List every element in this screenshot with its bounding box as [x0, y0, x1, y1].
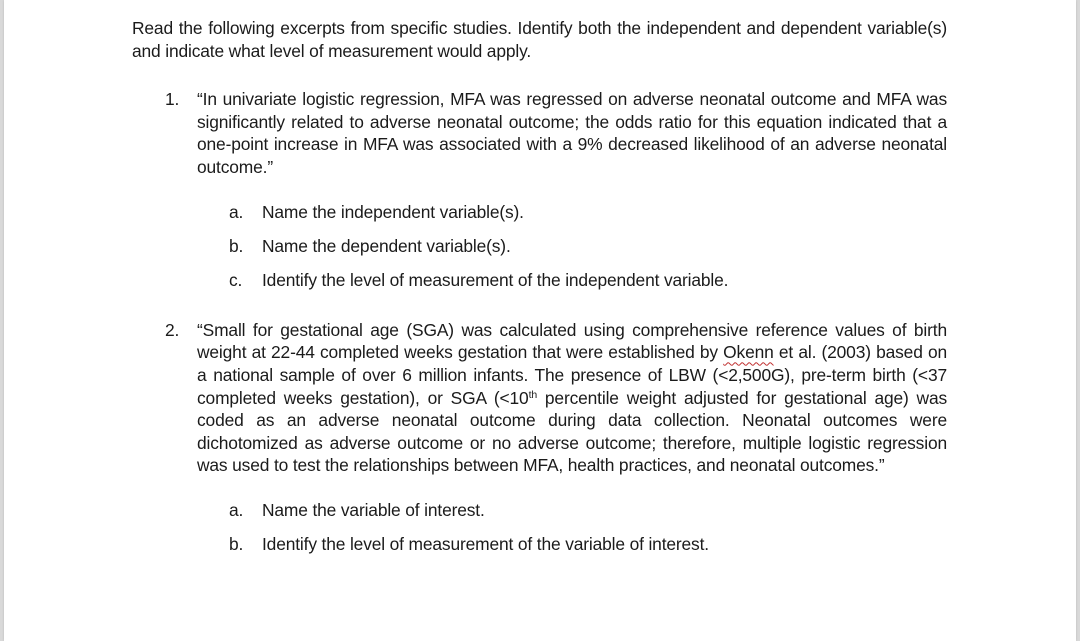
excerpt-text-part-3: percentile weight adjusted for gestational age) was coded as an adverse neonatal outcome during data collection. Neonatal outcomes were dichotomized as adverse outcome or no adverse outcome; therefore, multiple logistic regression was used to test the relationships between MFA, health practices, and neonatal outcomes.”	[197, 387, 948, 476]
subquestion-letter: b.	[229, 235, 244, 256]
subquestion-letter: a.	[229, 499, 244, 520]
question-1-excerpt: “In univariate logistic regression, MFA was regressed on adverse neonatal outcome and MFA was significantly related to adverse neonatal outcome; the odds ratio for this equation indicated that a one-point increase in MFA was associated with a 9% decreased likelihood of an adverse neonatal outcome.”	[197, 89, 947, 177]
question-2-excerpt	[197, 319, 947, 477]
subquestion-text: Identify the level of measurement of the variable of interest.	[262, 534, 709, 555]
question-2	[132, 319, 947, 477]
list-item	[132, 235, 947, 258]
document-page	[4, 0, 1076, 641]
subquestion-letter: c.	[229, 270, 243, 291]
question-1	[132, 88, 947, 178]
question-2-number: 2.	[165, 319, 180, 340]
subquestion-text: Name the independent variable(s).	[262, 201, 524, 222]
spellcheck-flagged-word[interactable]: Okenn	[723, 342, 774, 363]
excerpt-text-part-1: “Small for gestational age (SGA) was calculated using comprehensive reference values of birth weight at 22-44 completed weeks gestation that were established by	[197, 319, 947, 363]
question-2-subquestions	[132, 499, 947, 556]
subquestion-letter: b.	[229, 534, 244, 555]
instructions-paragraph: Read the following excerpts from specific studies. Identify both the independent and dependent variable(s) and indicate what level of measurement would apply.	[132, 18, 947, 61]
superscript-th: th	[528, 388, 538, 401]
question-1-subquestions	[132, 201, 947, 292]
list-item	[132, 499, 947, 522]
list-item	[132, 201, 947, 224]
list-item	[132, 533, 947, 556]
subquestion-text: Name the variable of interest.	[262, 499, 485, 520]
excerpt-text-part-2: et al. (2003) based on a national sample of over 6 million infants. The presence of LBW (<2,500G), pre-term birth (<37 completed weeks gestation), or SGA (<10	[197, 342, 947, 408]
list-item	[132, 269, 947, 292]
subquestion-letter: a.	[229, 201, 244, 222]
subquestion-text: Identify the level of measurement of the independent variable.	[262, 270, 729, 291]
document-body	[132, 17, 947, 567]
question-1-number: 1.	[165, 89, 180, 110]
subquestion-text: Name the dependent variable(s).	[262, 235, 511, 256]
